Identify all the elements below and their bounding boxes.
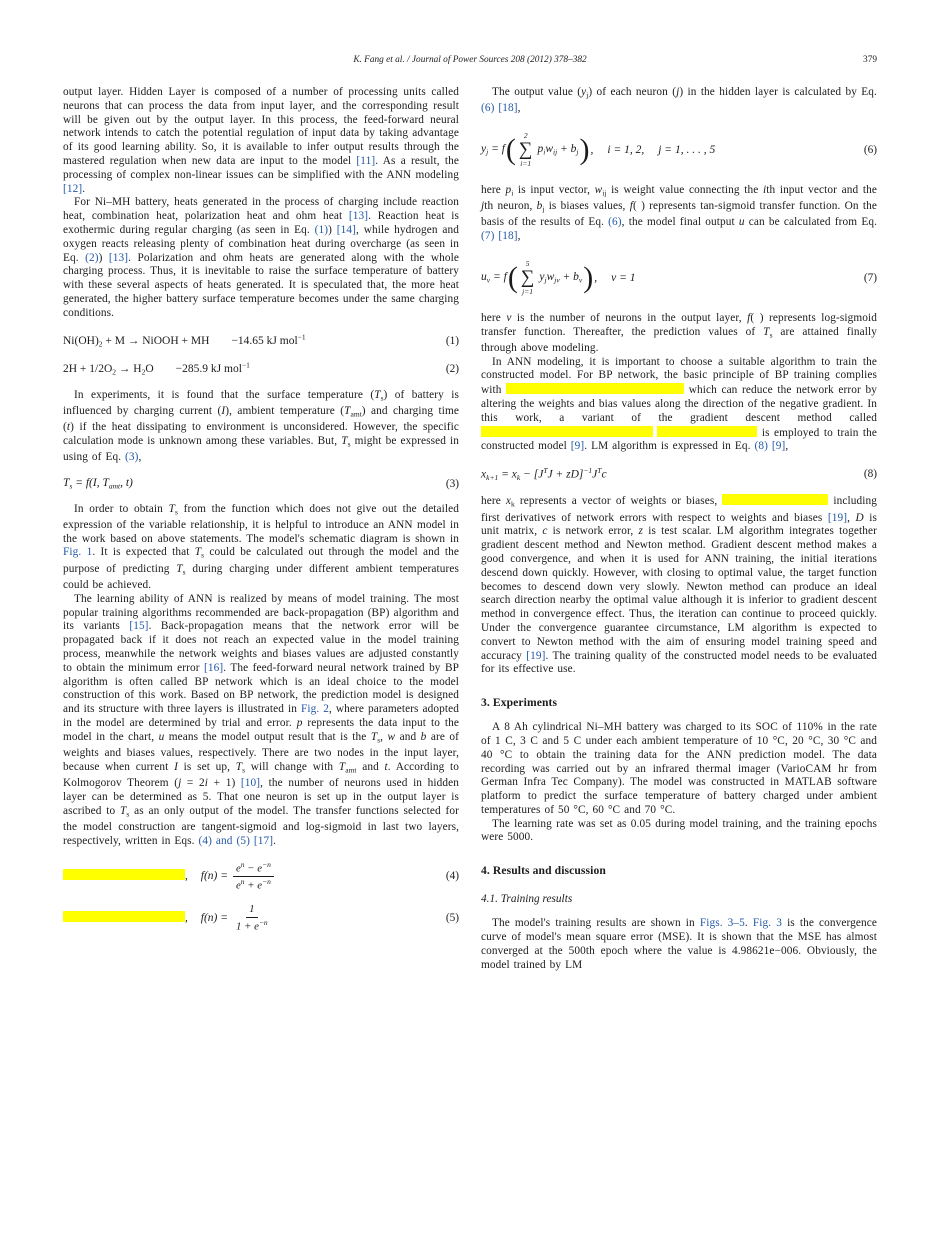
- paragraph: here ν is the number of neurons in the output layer, f( ) represents log-sigmoid transfer function. Thereafter, the prediction values of $T_s$ are attained finally through above modeling.: [481, 311, 878, 354]
- equation-number: (8): [863, 468, 877, 481]
- citation-link[interactable]: Figs. 3–5: [699, 917, 745, 930]
- equation-number: (6): [863, 143, 877, 156]
- section-heading-results: 4. Results and discussion: [481, 864, 606, 878]
- citation-link[interactable]: [10]: [240, 777, 261, 790]
- right-column: [481, 86, 877, 972]
- equation-body: $y_j = f$ ( 2 ∑ i=1 $p_iw_{ij} + b_j$ ) , i = 1, 2, j = 1, . . . , 5: [481, 131, 716, 169]
- subsection-heading-training-results: 4.1. Training results: [481, 893, 573, 906]
- paragraph: A 8 Ah cylindrical Ni–MH battery was charged to its SOC of 110% in the rate of 1 C, 3 C and 5 C under each ambient temperature of 10 °C, 20 °C, 30 °C and 40 °C to obtain the training data for the ANN prediction model. The data recording was carried out by an infrared thermal imager (VarioCAM hr from German Infra Tec Company). The model was constructed in MATLAB software platform to predict the surface temperature of battery charged under ambient temperatures of 50 °C, 60 °C and 70 °C.: [481, 721, 877, 816]
- paragraph: The learning rate was set as 0.05 during model training, and the training epochs were 5000.: [481, 817, 877, 844]
- paragraph: In ANN modeling, it is important to choose a suitable algorithm to train the constructed model. For BP network, the basic principle of BP training complies with which can reduce the network error by altering the weights and bias values along the direction of the negative gradient. In this work, a variant of the gradient descent method called is employed to train the constructed model [9]. LM algorithm is expressed in Eq. (8) [9],: [481, 355, 877, 453]
- highlight-redaction: [63, 911, 185, 922]
- citation-link[interactable]: [16]: [204, 661, 224, 674]
- equation-number: (3): [445, 477, 459, 490]
- paragraph: output layer. Hidden Layer is composed of a number of processing units called neurons that can process the data from input layer, and the corresponding result will be given out by the output layer. In this process, the feed-forward neural network intends to catch the potential regulation of input data by taking advantage of its good learning ability. So, it is available to infer output results through the mastered regulation when new data are input to the model [11]. As a result, the processing of complex non-linear issues can be simplified with the ANN modeling [12].: [63, 86, 459, 195]
- two-column-body: [63, 86, 877, 972]
- paragraph: The learning ability of ANN is realized by means of model training. The most popular training algorithms recommended are back-propagation (BP) algorithm and its variants [15]. Back-propagation means that the network error will be propagated back if it does not reach an expected value in the model training process, meanwhile the network weights and biases values are adjusted constantly to obtain the minimum error [16]. The feed-forward neural network trained by BP algorithm is often called BP network which is an ideal choice to the model construction of this work. Based on BP network, the prediction model is designed and its structure with three layers is illustrated in Fig. 2, where parameters adopted in the model are determined by trial and error. p represents the data input to the model in the chart, u means the model output result that is the $T_s$, w and b are of weights and biases values, respectively. There are two nodes in the input layer, because when current I is set up, $T_s$ will change with $T_{amt}$ and t. According to Kolmogorov Theorem (j = 2i + 1) [10], the number of neurons used in hidden layer can be determined as 5. That one neuron is set up in the output layer is ascribed to $T_s$ as an only output of the model. The transfer functions selected for the model construction are tangent-sigmoid and log-sigmoid in last two layers, respectively, written in Eqs. (4) and (5) [17].: [63, 592, 460, 847]
- equation-6: [481, 131, 877, 169]
- highlight-redaction: [63, 869, 185, 880]
- fraction: $\frac{1}{1 + e^{-n}}$: [236, 903, 268, 933]
- highlight-redaction: [506, 383, 684, 394]
- equation-7: [481, 259, 877, 297]
- equation-3: [63, 477, 459, 491]
- citation-link[interactable]: (1): [314, 223, 329, 236]
- citation-link[interactable]: [14]: [336, 223, 357, 236]
- equation-4: [63, 861, 459, 892]
- paragraph: In order to obtain $T_s$ from the function which does not give out the detailed expression of the variable relationship, it is helpful to introduce an ANN model in the work based on above statements. The model's schematic diagram is shown in Fig. 1. It is expected that $T_s$ could be calculated out through the model and the purpose of predicting $T_s$ during charging under different ambient temperatures could be achieved.: [63, 502, 459, 592]
- equation-body: $Ni(OH)_2 + M$ → NiOOH + MH −14.65 kJ mol$^{-1}$: [63, 332, 306, 349]
- close-paren: ): [579, 132, 590, 166]
- citation-link[interactable]: (2): [85, 251, 99, 264]
- citation-link[interactable]: [13]: [348, 210, 369, 223]
- sigma-symbol: ∑: [520, 267, 535, 289]
- paragraph: The model's training results are shown in Figs. 3–5. Fig. 3 is the convergence curve of model's mean square error (MSE). It is shown that the MSE has almost converged at the 500th epoch where the value is 4.98621e−006. Obviously, the model trained by LM: [481, 917, 877, 971]
- citation-link[interactable]: Fig. 1: [63, 546, 93, 559]
- equation-body: , f(n) = $\frac{1}{1 + e^{-n}}$: [63, 903, 271, 932]
- reaction-enthalpy: −14.65 kJ mol$^{-1}$: [231, 332, 306, 348]
- fraction: $\frac{e^n - e^{-n}}{e^n + e^{-n}}$: [233, 861, 274, 892]
- citation-link[interactable]: [19]: [827, 511, 848, 524]
- citation-link[interactable]: [18]: [498, 230, 518, 243]
- equation-body: $x_{k+1} = x_k - [J^TJ + zD]^{-1}J^Tc$: [481, 466, 607, 483]
- highlight-redaction: [722, 494, 828, 505]
- summation: 5 ∑ j=1: [520, 259, 535, 297]
- citation-link[interactable]: (6): [608, 216, 622, 229]
- summation: 2 ∑ i=1: [518, 131, 533, 169]
- paragraph: here $p_i$ is input vector, $w_{ij}$ is weight value connecting the ith input vector and the jth neuron, $b_j$ is biases values, f( ) represents tan-sigmoid transfer function. On the basis of the results of Eq. (6), the model final output u can be calculated from Eq. (7) [18],: [481, 183, 877, 243]
- highlight-redaction: [481, 426, 653, 437]
- open-paren: (: [507, 260, 518, 294]
- highlight-redaction: [657, 426, 757, 437]
- left-column: [63, 86, 459, 972]
- equation-body: $T_s = f(I$, $T_{amt}$, t): [63, 477, 133, 491]
- citation-link[interactable]: [11]: [356, 154, 376, 167]
- sigma-symbol: ∑: [518, 139, 533, 161]
- paragraph: In experiments, it is found that the surface temperature $(T_s)$ of battery is influenced by charging current (I), ambient temperature $(T_{amt})$ and charging time (t) if the heat dissipating to environment is unconsidered. However, the specific calculation mode is unknown among these variables. But, $T_s$ might be expressed in using of Eq. (3),: [63, 388, 459, 464]
- citation-link[interactable]: [12]: [63, 182, 83, 195]
- page-number: 379: [863, 55, 877, 65]
- equation-2: [63, 361, 459, 377]
- citation-link[interactable]: (7): [481, 230, 495, 243]
- citation-link[interactable]: (3): [125, 451, 139, 464]
- equation-number: (5): [445, 912, 459, 925]
- equation-number: (7): [863, 271, 877, 284]
- paragraph: For Ni–MH battery, heats generated in the process of charging include reaction heat, combination heat, polarization heat and ohm heat [13]. Reaction heat is exothermic during regular charging (as seen in Eq. (1)) [14], while hydrogen and oxygen reacts releasing plenty of combination heat during overcharge (as seen in Eq. (2)) [13]. Polarization and ohm heats are generated along with the whole charging process. Thus, it is inevitable to raise the surface temperature of battery with these several aspects of heats generated. It is speculated that, the more heat generated, the higher battery surface temperature becomes under the same charging conditions.: [63, 196, 459, 319]
- citation-link[interactable]: [15]: [129, 620, 149, 633]
- equation-body: $2H + 1/2O_2 \to H_2O -285.9$ kJ mol$^{-1}$: [63, 360, 250, 377]
- running-head: [63, 55, 877, 68]
- citation-link[interactable]: [9]: [771, 440, 786, 453]
- citation-link[interactable]: Fig. 3: [752, 917, 783, 930]
- equation-number: (2): [445, 362, 459, 375]
- paragraph: The output value $(y_j)$ of each neuron (j) in the hidden layer is calculated by Eq. (6) [18],: [481, 86, 877, 115]
- journal-citation: K. Fang et al. / Journal of Power Sources 208 (2012) 378–382: [353, 55, 587, 65]
- citation-link[interactable]: Fig. 2: [300, 703, 330, 716]
- citation-link[interactable]: (4) and (5): [198, 834, 250, 847]
- equation-number: (4): [445, 870, 459, 883]
- equation-8: [481, 466, 877, 482]
- reaction-enthalpy: −285.9 kJ mol$^{-1}$: [175, 360, 250, 376]
- citation-link[interactable]: (6): [481, 102, 495, 115]
- equation-body: , f(n) = $\frac{e^n - e^{-n}}{e^n + e^{-n}}$: [63, 861, 274, 892]
- citation-link[interactable]: (8): [754, 440, 768, 453]
- citation-link[interactable]: [18]: [498, 102, 518, 115]
- citation-link[interactable]: [17]: [253, 834, 274, 847]
- equation-5: [63, 903, 459, 932]
- citation-link[interactable]: [9]: [570, 440, 585, 453]
- equation-body: $u_\nu = f$ ( 5 ∑ j=1 $y_jw_{j\nu} + b_\nu$ ) , ν = 1: [481, 259, 636, 297]
- equation-1: [63, 333, 459, 349]
- paragraph: here $x_k$ represents a vector of weights or biases, including first derivatives of network errors with respect to weights and biases [19], D is unit matrix, c is network error, z is test scalar. LM algorithm integrates together gradient descent method and Newton method. Gradient descent method makes a good convergence, and when it is used for ANN training, the initial iterations descend down quickly. However, with closing to optimal value, the target function becomes to descend down very slowly. Newton method can produce an ideal search direction nearby the optimal value although it is inferior to gradient descent method in convergence effect. Thus, the iteration can continue to proceed quickly. Under the convergence guarantee circumstance, LM algorithm is expected to convert to Newton method with the aim of ensuring model training speed and accuracy [19]. The training quality of the constructed model needs to be evaluated for its effective use.: [481, 495, 878, 676]
- equation-number: (1): [445, 334, 459, 347]
- citation-link[interactable]: [13]: [108, 251, 129, 264]
- close-paren: ): [583, 260, 594, 294]
- citation-link[interactable]: [19]: [526, 649, 546, 662]
- open-paren: (: [505, 132, 516, 166]
- section-heading-experiments: 3. Experiments: [481, 696, 558, 710]
